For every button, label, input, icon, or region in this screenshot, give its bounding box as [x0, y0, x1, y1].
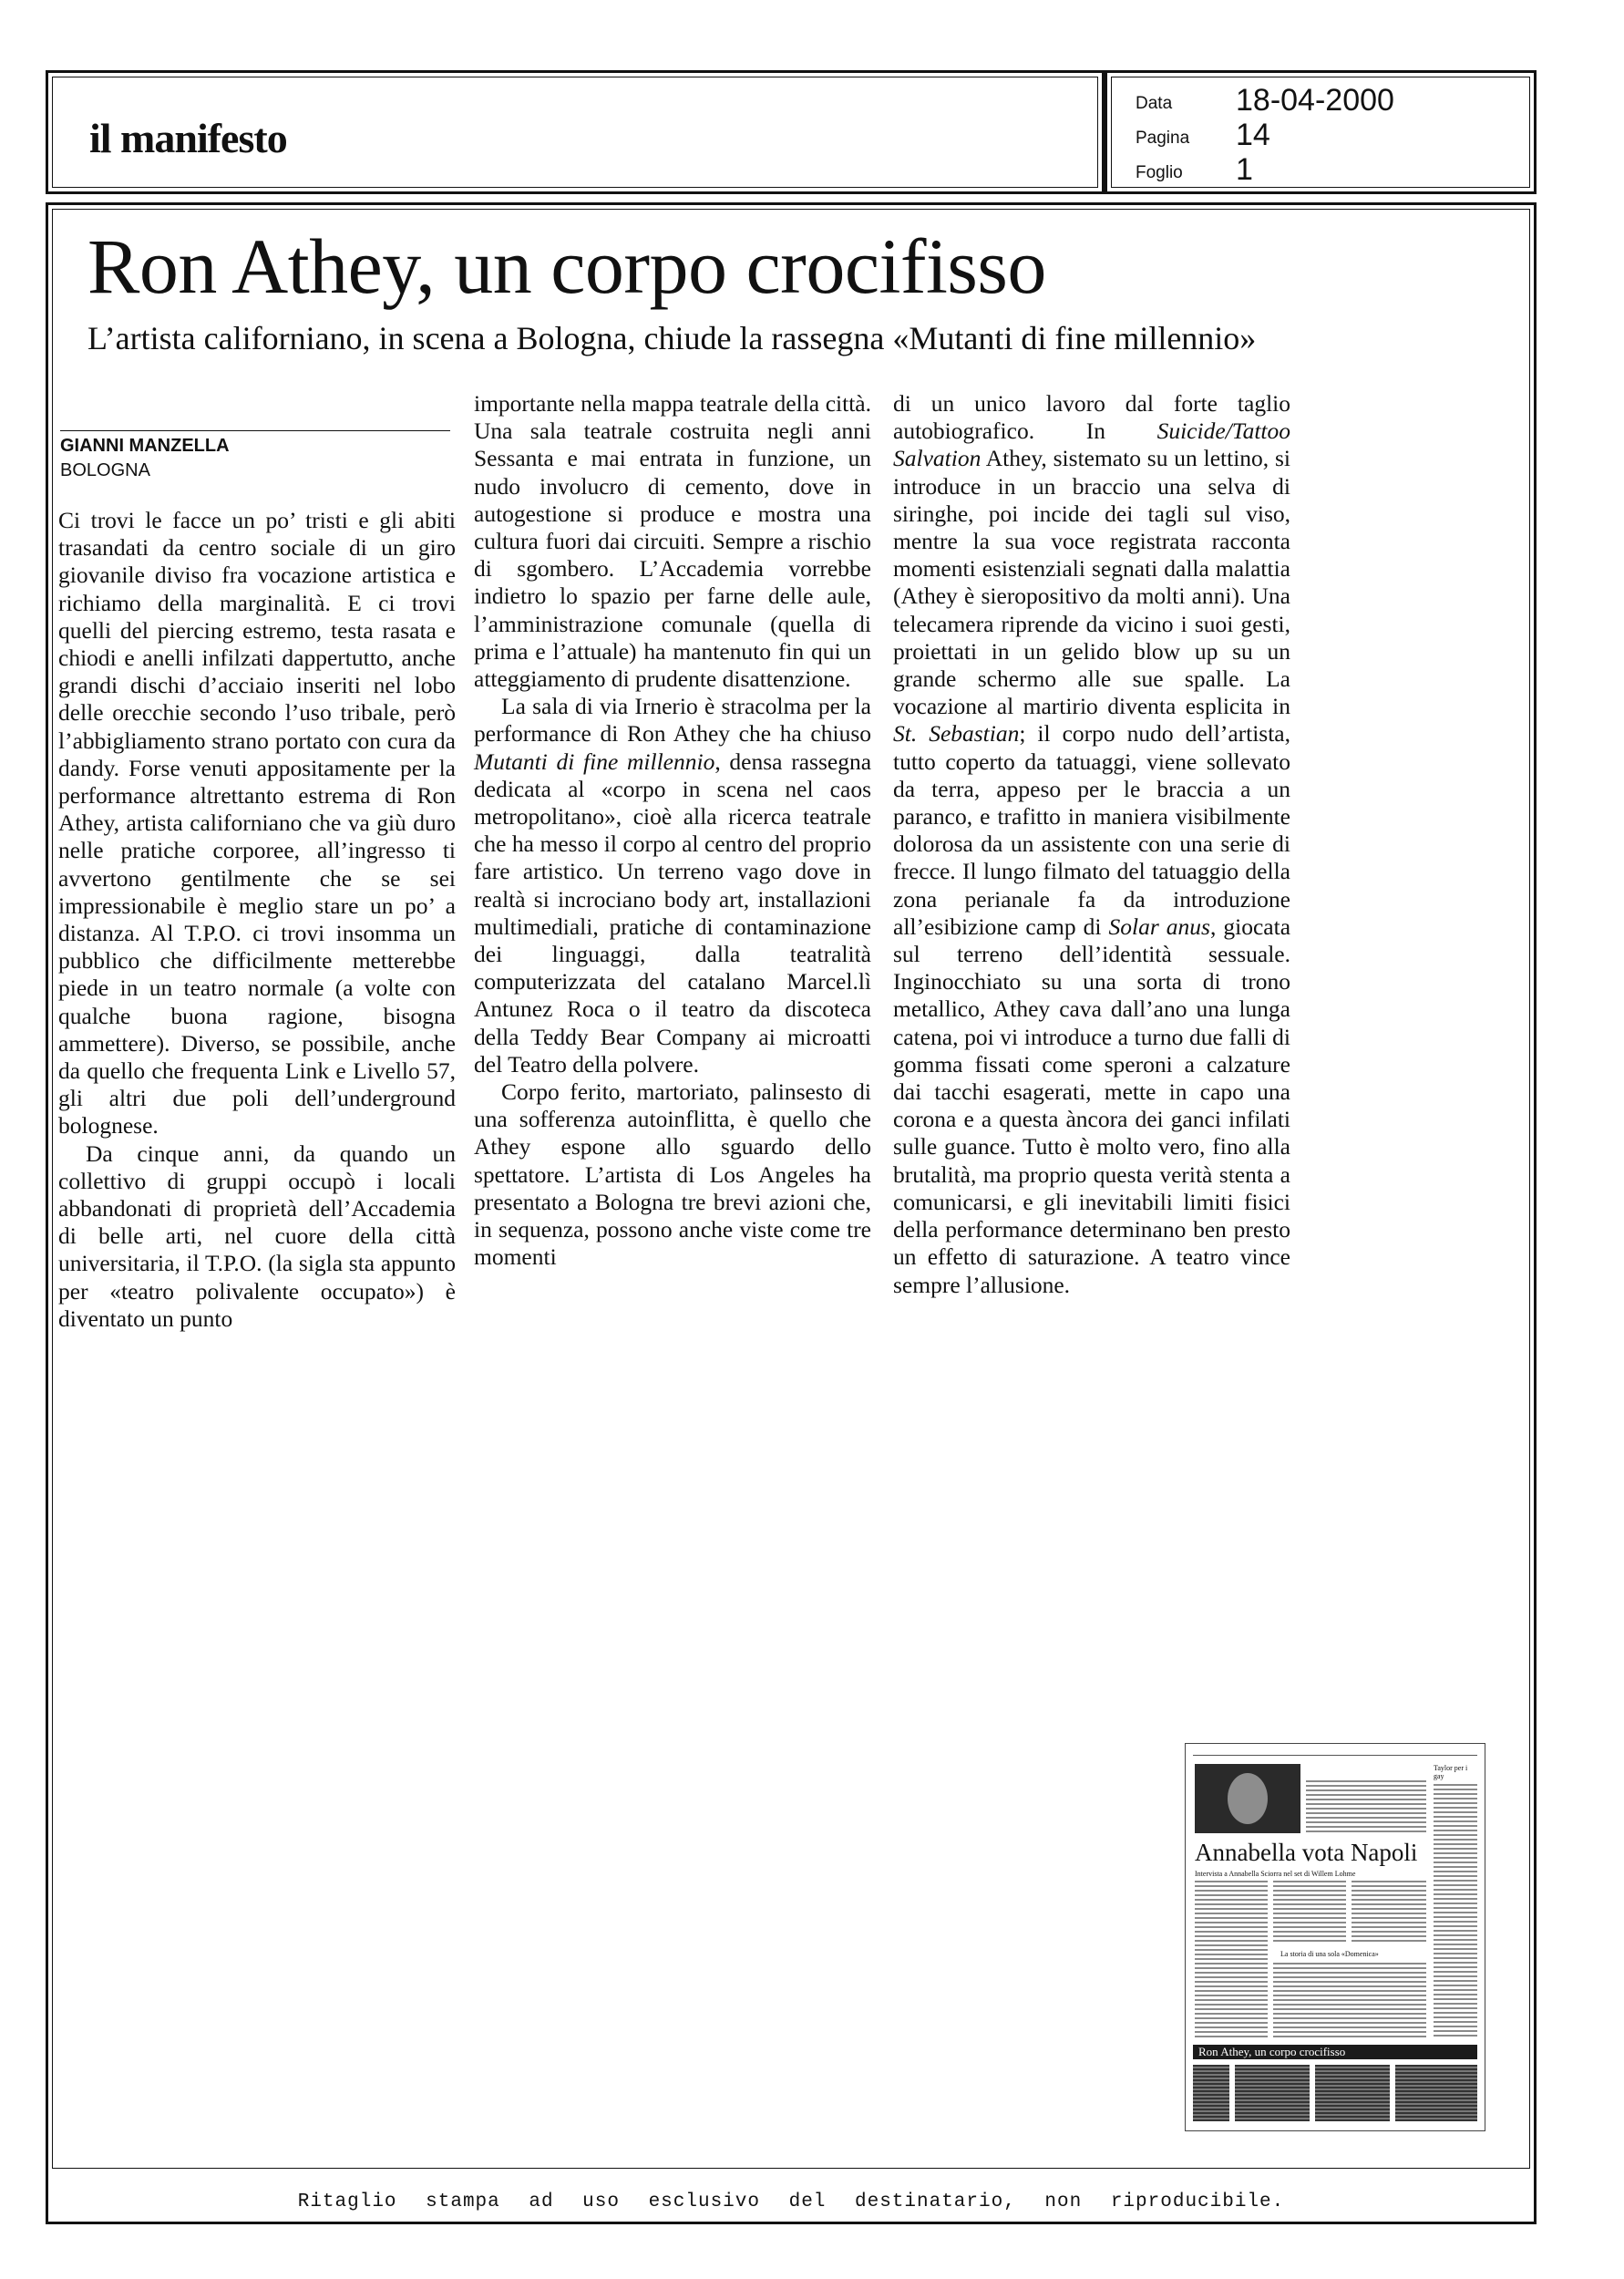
- thumb-subtitle: Intervista a Annabella Sciorra nel set di Willem Lohme: [1195, 1870, 1356, 1878]
- thumb-dark-block: [1193, 2065, 1229, 2121]
- thumb-text-block: [1195, 1881, 1268, 2037]
- article-dateline: BOLOGNA: [60, 460, 150, 480]
- paragraph: Da cinque anni, da quando un collettivo di gruppi occupò i locali abbandonati di proprietà dell’Accademia di belle arti, nel cuore della città universitaria, il T.P.O. (la sigla sta appunto per «teatro polivalente occupato») è diventato un punto: [58, 1140, 456, 1332]
- reproduction-notice: Ritaglio stampa ad uso esclusivo del destinatario, non riproducibile.: [297, 2191, 1285, 2212]
- article-column-1: [58, 507, 456, 1333]
- masthead-box: [46, 70, 1105, 194]
- clipping-meta-inner: [1111, 77, 1530, 188]
- sheet-value: 1: [1236, 152, 1253, 187]
- page-label: Pagina: [1136, 129, 1190, 148]
- paragraph: Corpo ferito, martoriato, palinsesto di una sofferenza autoinflitta, è quello che Athey espone allo sguardo dello spettatore. L’artista di Los Angeles ha presentato a Bologna tre brevi azioni che, in sequenza, possono anche viste come tre momenti: [474, 1078, 871, 1271]
- thumb-dark-block: [1395, 2065, 1477, 2121]
- thumb-photo: [1195, 1764, 1300, 1833]
- thumb-dark-block: [1315, 2065, 1390, 2121]
- work-title: Suicide/Tattoo Salvation: [893, 418, 1290, 472]
- festival-title: Mutanti di fine millennio: [474, 748, 715, 775]
- text-run: La sala di via Irnerio è stracolma per la performance di Ron Athey che ha chiuso: [474, 693, 871, 748]
- thumb-side-title: Taylor per i gay: [1434, 1764, 1468, 1780]
- masthead-box-inner: [52, 77, 1098, 188]
- newspaper-masthead: il manifesto: [89, 115, 287, 161]
- article-column-2: [474, 390, 871, 1272]
- thumb-text-block: [1273, 1963, 1426, 2037]
- paragraph: [893, 390, 1290, 1299]
- thumb-dark-block: [1235, 2065, 1310, 2121]
- text-run: , giocata sul terreno dell’identità sessuale. Inginocchiato su una sorta di trono metallico, Athey cava dall’ano una lunga catena, poi vi introduce a turno due falli di gomma fissati come speroni a calzature dai tacchi esagerati, mette in capo una corona e a questa àncora dei ganci infilati sulle guance. Tutto è molto vero, fino alla brutalità, ma proprio questa verità stenta a comunicarsi, e gli inevitabili limiti fisici della performance determinano ben presto un effetto di saturazione. A teatro vince sempre l’allusione.: [893, 913, 1291, 1298]
- page-thumbnail: [1185, 1743, 1485, 2131]
- text-run: di un unico lavoro dal forte taglio autobiografico. In: [893, 390, 1290, 445]
- paragraph: [474, 693, 871, 1078]
- byline-rule: [60, 430, 450, 431]
- thumb-article-bar: Ron Athey, un corpo crocifisso: [1193, 2045, 1477, 2059]
- date-value: 18-04-2000: [1236, 83, 1394, 118]
- thumb-inner-headline: La storia di una sola «Domenica»: [1280, 1950, 1379, 1958]
- thumb-photo-face: [1228, 1773, 1268, 1824]
- thumb-title: Annabella vota Napoli: [1195, 1839, 1418, 1866]
- paragraph: importante nella mappa teatrale della città. Una sala teatrale costruita negli anni Sessanta e mai entrata in funzione, un nudo involucro di cemento, dove in autogestione si produce e mostra una cultura fuori dai circuiti. Sempre a rischio di sgombero. L’Accademia vorrebbe indietro lo spazio per farne delle aule, l’amministrazione comunale (quella di prima e l’attuale) ha mantenuto fin qui un atteggiamento di prudente disattenzione.: [474, 390, 871, 693]
- work-title: St. Sebastian: [893, 720, 1020, 748]
- sheet-label: Foglio: [1136, 163, 1183, 182]
- paragraph: Ci trovi le facce un po’ tristi e gli abiti trasandati da centro sociale di un giro giovanile diviso fra vocazione artistica e richiamo della marginalità. E ci trovi quelli del piercing estremo, testa rasata e chiodi e anelli infilzati dappertutto, anche grandi dischi d’acciaio inseriti nel lobo delle orecchie secondo l’uso tribale, però l’abbigliamento strano portato con cura da dandy. Forse venuti appositamente per la performance altrettanto estrema di Ron Athey, artista californiano che va giù duro nelle pratiche corporee, all’ingresso ti avvertono gentilmente che se sei impressionabile è meglio stare un po’ a distanza. Al T.P.O. ci trovi insomma un pubblico che difficilmente metterebbe piede in un teatro normale (a volte con qualche buona ragione, bisogna ammetterе). Diverso, se possibile, anche da quello che frequenta Link e Livello 57, gli altri due poli dell’underground bolognese.: [58, 507, 456, 1140]
- thumb-text-block: [1306, 1780, 1426, 1833]
- thumb-text-block: [1434, 1784, 1477, 2039]
- article-subhead: L’artista californiano, in scena a Bologna, chiude la rassegna «Mutanti di fine millennio»: [87, 320, 1257, 356]
- page-value: 14: [1236, 118, 1270, 152]
- thumb-text-block: [1352, 1881, 1426, 1944]
- thumb-text-block: [1273, 1881, 1346, 1944]
- article-author: GIANNI MANZELLA: [60, 436, 230, 456]
- text-run: , densa rassegna dedicata al «corpo in scena nel caos metropolitano», cioè alla ricerca teatrale che ha messo il corpo al centro del proprio fare artistico. Un terreno vago dove in realtà si incrociano body art, installazioni multimediali, pratiche di contaminazione dei linguaggi, dalla teatralità computerizzata del catalano Marcel.lì Antunez Roca o il teatro da discoteca della Teddy Bear Company ai microatti del Teatro della polvere.: [474, 748, 872, 1078]
- article-headline: Ron Athey, un corpo crocifisso: [87, 222, 1046, 310]
- work-title: Solar anus: [1108, 913, 1210, 940]
- date-label: Data: [1136, 94, 1173, 113]
- text-run: Athey, sistemato su un lettino, si introduce in un braccio una selva di siringhe, poi incide dei tagli sul viso, mentre la sua voce registrata racconta momenti esistenziali segnati dalla malattia (Athey è sieropositivo da molti anni). Una telecamera riprende da vicino i suoi gesti, proiettati in un gelido blow up su un grande schermo alle sue spalle. La vocazione al martirio diventa esplicita in: [893, 445, 1291, 720]
- thumb-top-rule: [1193, 1755, 1477, 1756]
- clipping-meta-box: [1105, 70, 1537, 194]
- text-run: ; il corpo nudo dell’artista, tutto coperto da tatuaggi, viene sollevato da terra, appeso per le braccia a un paranco, e trafitto in maniera visibilmente dolorosa da un assistente con una serie di frecce. Il lungo filmato del tatuaggio della zona perianale fa da introduzione all’esibizione camp di: [893, 720, 1290, 940]
- article-column-3: [893, 390, 1290, 1299]
